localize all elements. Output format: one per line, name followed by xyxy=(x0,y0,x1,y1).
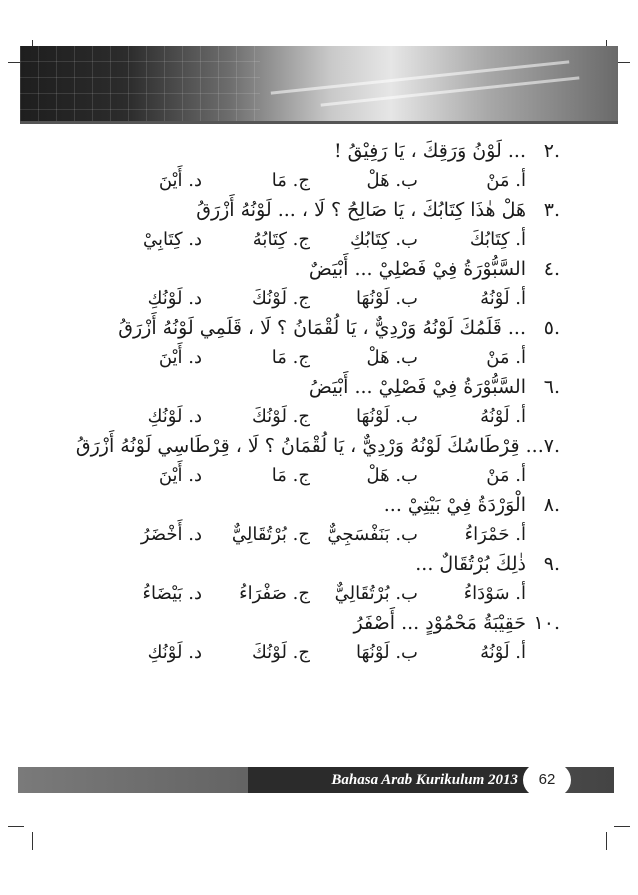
banner-light-streak xyxy=(271,60,570,94)
question-number: .٩ xyxy=(543,553,560,575)
question-text: ... قَلَمُكَ لَوْنُهُ وَرْدِيٌّ ، يَا لُقْمَانُ ؟ لَا ، قَلَمِي لَوْنُهُ أَزْرَقُ xyxy=(118,317,526,339)
question xyxy=(90,256,560,283)
option-d: د. كِتَابِيْ xyxy=(143,229,202,250)
question xyxy=(90,551,560,578)
option-d: د. بَيْضَاءُ xyxy=(142,583,202,604)
page-footer xyxy=(18,767,614,793)
options-row xyxy=(90,578,560,610)
option-c: ج. لَوْنُكَ xyxy=(251,406,310,427)
option-b: ب. لَوْنُهَا xyxy=(356,642,418,663)
option-a: أ. مَنْ xyxy=(486,465,526,486)
header-banner xyxy=(20,46,618,124)
question xyxy=(90,492,560,519)
question-list xyxy=(75,138,560,669)
option-c: ج. بُرْتُقَالِيٌّ xyxy=(231,524,310,545)
banner-bottom-rule xyxy=(20,121,618,124)
options-row xyxy=(90,224,560,256)
option-c: ج. كِتَابُهُ xyxy=(252,229,310,250)
question-text: ... قِرْطَاسُكَ لَوْنُهُ وَرْدِيٌّ ، يَا لُقْمَانُ ؟ لَا ، قِرْطَاسِي لَوْنُهُ أَزْرَقُ xyxy=(75,435,544,457)
question xyxy=(90,315,560,342)
options-row xyxy=(90,342,560,374)
options-row xyxy=(90,165,560,197)
option-a: أ. لَوْنُهُ xyxy=(480,642,526,663)
question-number: .٨ xyxy=(543,494,560,516)
option-c: ج. مَا xyxy=(271,465,310,486)
option-d: د. أَخْضَرُ xyxy=(140,524,202,545)
option-c: ج. صَفْرَاءُ xyxy=(239,583,310,604)
book-title: Bahasa Arab Kurikulum 2013 xyxy=(331,772,518,788)
question xyxy=(90,374,560,401)
question-text: السَّبُّوْرَةُ فِيْ فَصْلِيْ ... أَبْيَضُ xyxy=(308,376,526,398)
option-b: ب. هَلْ xyxy=(366,170,418,191)
option-c: ج. لَوْنُكَ xyxy=(251,642,310,663)
options-row xyxy=(90,460,560,492)
option-d: د. أَيْنَ xyxy=(158,465,202,486)
question-number: .٢ xyxy=(543,140,560,162)
question-text: الْوَرْدَةُ فِيْ بَيْتِيْ ... xyxy=(383,494,526,516)
option-d: د. لَوْنُكِ xyxy=(147,406,202,427)
option-b: ب. بَنَفْسَجِيٌّ xyxy=(327,524,418,545)
option-a: أ. كِتَابُكَ xyxy=(469,229,526,250)
option-b: ب. هَلْ xyxy=(366,347,418,368)
option-a: أ. لَوْنُهُ xyxy=(480,288,526,309)
crop-mark-bottom-right-h xyxy=(614,826,630,827)
option-a: أ. مَنْ xyxy=(486,347,526,368)
crop-mark-bottom-left-h xyxy=(8,826,24,827)
option-b: ب. كِتَابُكِ xyxy=(349,229,418,250)
question-text: ذٰلِكَ بُرْتُقَالٌ ... xyxy=(415,553,526,575)
option-d: د. لَوْنُكِ xyxy=(147,642,202,663)
option-d: د. أَيْنَ xyxy=(158,347,202,368)
option-d: د. لَوْنُكِ xyxy=(147,288,202,309)
options-row xyxy=(90,401,560,433)
question xyxy=(90,197,560,224)
option-c: ج. مَا xyxy=(271,170,310,191)
option-a: أ. سَوْدَاءُ xyxy=(463,583,526,604)
option-b: ب. لَوْنُهَا xyxy=(356,406,418,427)
question xyxy=(90,138,560,165)
option-c: ج. مَا xyxy=(271,347,310,368)
question-number: .٤ xyxy=(543,258,560,280)
options-row xyxy=(90,519,560,551)
page-number: 62 xyxy=(523,763,571,797)
crop-mark-bottom-right xyxy=(606,832,607,850)
option-a: أ. حَمْرَاءُ xyxy=(464,524,526,545)
question xyxy=(90,610,560,637)
question-text: هَلْ هٰذَا كِتَابُكَ ، يَا صَالِحُ ؟ لَا ، ... لَوْنُهُ أَزْرَقُ xyxy=(196,199,526,221)
question-number: .١٠ xyxy=(533,612,560,634)
options-row xyxy=(90,283,560,315)
crop-mark-bottom-left xyxy=(32,832,33,850)
options-row xyxy=(90,637,560,669)
option-a: أ. لَوْنُهُ xyxy=(480,406,526,427)
question xyxy=(75,433,560,460)
option-b: ب. هَلْ xyxy=(366,465,418,486)
option-a: أ. مَنْ xyxy=(486,170,526,191)
option-c: ج. لَوْنُكَ xyxy=(251,288,310,309)
question-number: .٧ xyxy=(543,435,560,457)
option-d: د. أَيْنَ xyxy=(158,170,202,191)
question-number: .٣ xyxy=(543,199,560,221)
question-number: .٦ xyxy=(543,376,560,398)
banner-grid-pattern xyxy=(20,46,260,124)
question-text: السَّبُّوْرَةُ فِيْ فَصْلِيْ ... أَبْيَضٌ xyxy=(308,258,526,280)
question-text: ... لَوْنُ وَرَقِكَ ، يَا رَفِيْقُ ! xyxy=(333,140,526,162)
question-number: .٥ xyxy=(543,317,560,339)
question-text: حَقِيْبَةُ مَحْمُوْدٍ ... أَصْفَرُ xyxy=(353,612,526,634)
banner-light-streak xyxy=(321,76,580,106)
option-b: ب. بُرْتُقَالِيٌّ xyxy=(334,583,418,604)
option-b: ب. لَوْنُهَا xyxy=(356,288,418,309)
